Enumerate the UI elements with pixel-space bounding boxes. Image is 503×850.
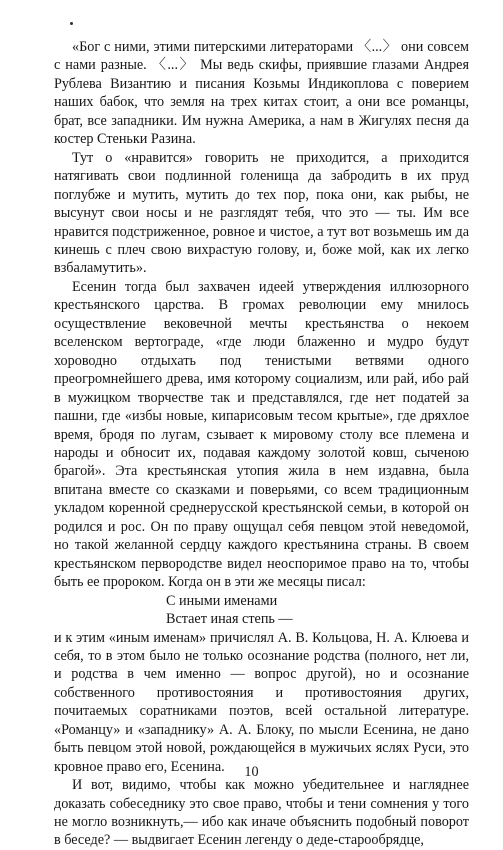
page-number: 10: [244, 764, 259, 780]
paragraph-esenin-utopia: Есенин тогда был захвачен идеей утверждения иллюзорного крестьянского царства. В громах революции ему мнилось осуществление вековечной мечты крестьянства о некоем вселенском вертограде, «где люди блаженно и мудро будут хороводно отдыхать под тенистыми ветвями одного преогромнейшего древа, имя которому социализм, или рай, ибо рай в мужицком творчестве так и представлялся, где нет податей за пашни, где «избы новые, кипарисовым тесом крытые», где дряхлое время, бродя по лугам, сзывает к мировому столу все племена и народы и обносит их, подавая каждому золотой ковш, сыченою брагой». Эта крестьянская утопия жила в нем издавна, была впитана вместе со сказками и поверьями, со всем традиционным укладом коренной среднерусской крестьянской семьи, в которой он родился и рос. Он по праву ощущал себя певцом этой неведомой, но такой желанной сердцу каждого крестьянина страны. В своем крестьянском первородстве видел неоспоримое право на то, чтобы быть ее пророком. Когда он в эти же месяцы писал:: [54, 278, 469, 591]
verse-quote: [54, 592, 469, 629]
paragraph-continuation: и к этим «иным именам» причислял А. В. Кольцова, Н. А. Клюева и себя, то в этом было не только осознание родства (полного, нет ли, и родства в чем именно — вопрос другой), но и осознание собственного противостояния и противостояния других, почитаемых соратниками поэтов, всей остальной литературе. «Романцу» и «западнику» А. А. Блоку, по мысли Есенина, не дано быть певцом этой новой, рождающейся в мужичьих яслях Руси, это кровное право его, Есенина.: [54, 629, 469, 775]
verse-line: Встает иная степь —: [166, 611, 293, 628]
verse-line: С иными именами: [166, 592, 278, 609]
paragraph-quote-2: Тут о «нравится» говорить не приходится, а приходится натягивать свои подлинной голенища да забродить в их пруд поглубже и мутить, мутить до тех пор, пока они, как рыбы, не высунут свои носы и не разглядят тебя, что это — ты. Им все нравится подстриженное, ровное и чистое, а тут вот возьмешь им да кинешь с плеч свою вихрастую голову, и, боже мой, как их легко взбаламутить».: [54, 149, 469, 277]
paragraph-last: И вот, видимо, чтобы как можно убедительнее и нагляднее доказать собеседнику это свое право, чтобы и тени сомнения у того не могло возникнуть,— ибо как иначе объяснить подобный поворот в беседе? — выдвигает Есенин легенду о деде-старообрядце,: [54, 777, 469, 849]
paragraph-quote-1: «Бог с ними, этими питерскими литераторами 〈...〉 они совсем с нами разные. 〈...〉 Мы ведь скифы, приявшие глазами Андрея Рублева Византию и писания Козьмы Индикоплова с поверием наших бабок, что земля на трех китах стоит, а они все романцы, брат, все западники. Им нужна Америка, а нам в Жигулях песня да костер Стеньки Разина.: [54, 39, 469, 148]
body-text: [54, 38, 469, 850]
print-speck: [70, 22, 73, 25]
